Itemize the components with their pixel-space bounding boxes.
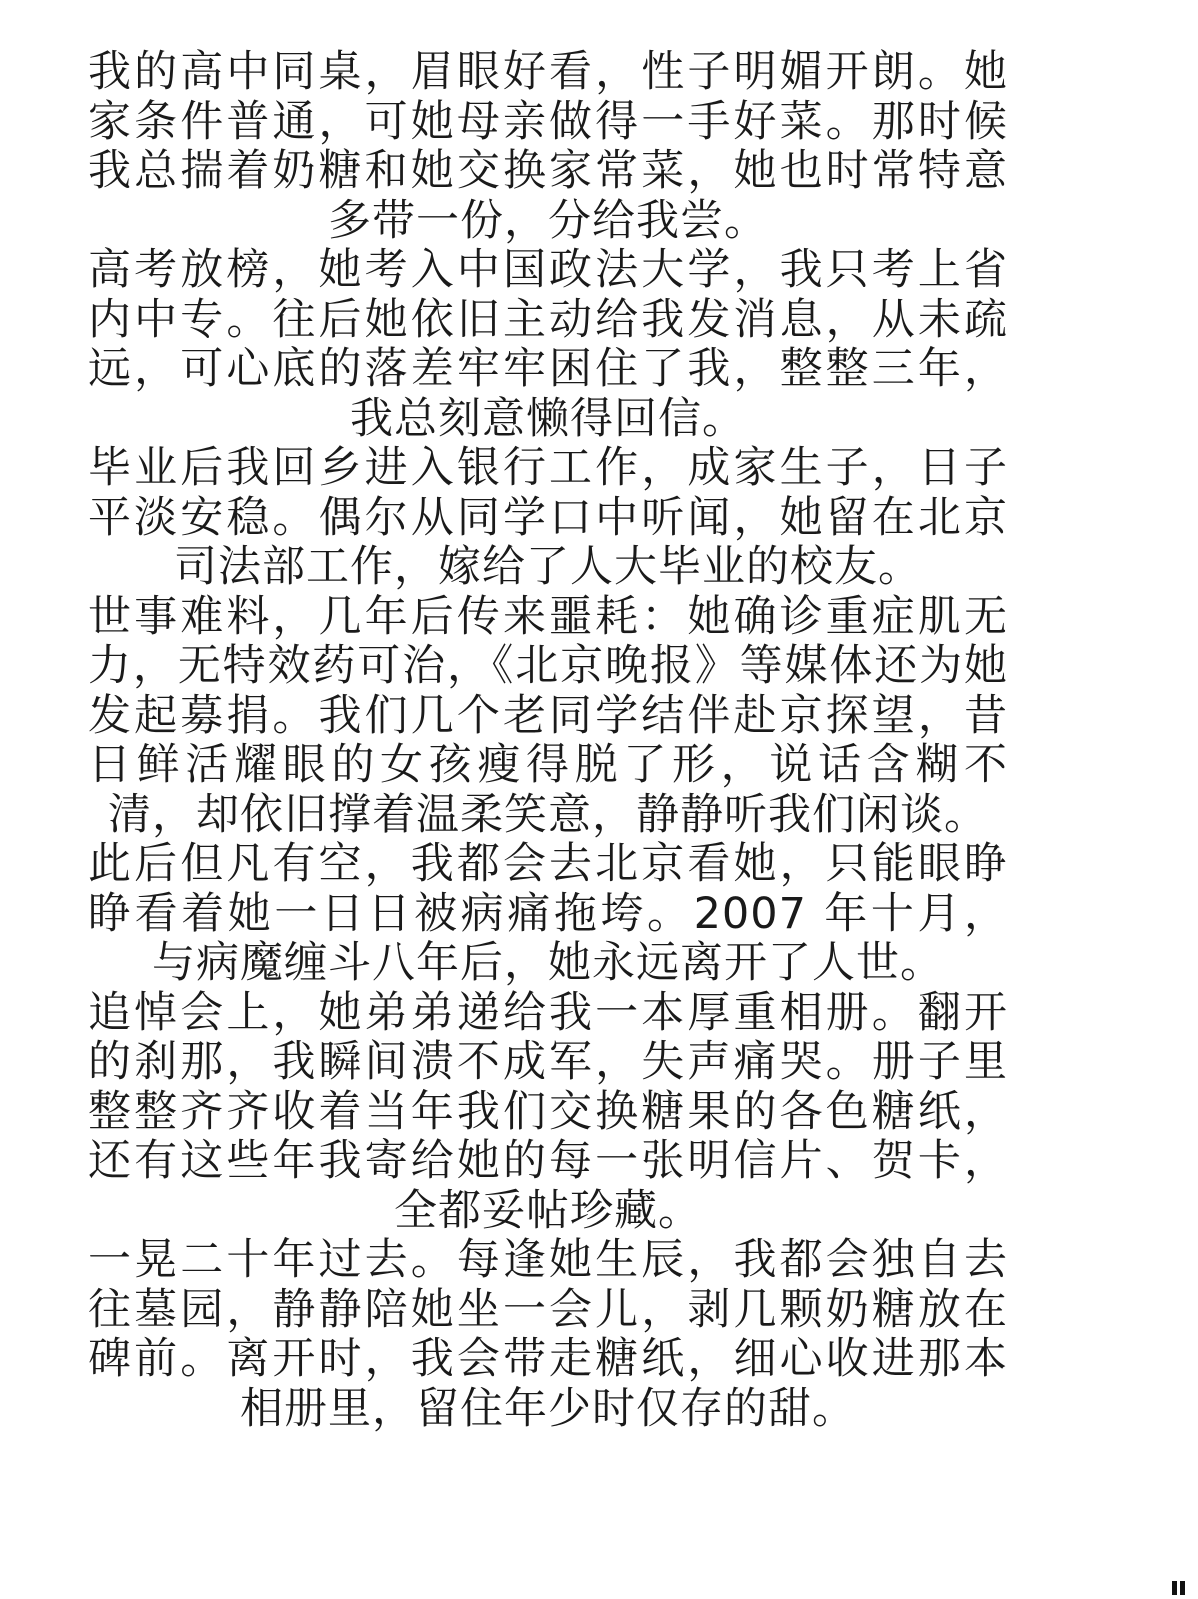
paragraph-2: 高考放榜，她考入中国政法大学，我只考上省内中专。往后她依旧主动给我发消息，从未疏远，可心底的落差牢牢困住了我，整整三年，我总刻意懒得回信。 [88,245,1008,444]
paragraph-4: 世事难料，几年后传来噩耗：她确诊重症肌无力，无特效药可治，《北京晚报》等媒体还为她发起募捐。我们几个老同学结伴赴京探望，昔日鲜活耀眼的女孩瘦得脱了形，说话含糊不清，却依旧撑着温柔笑意，静静听我们闲谈。 [88,591,1008,840]
paragraph-3: 毕业后我回乡进入银行工作，成家生子，日子平淡安稳。偶尔从同学口中听闻，她留在北京司法部工作，嫁给了人大毕业的校友。 [88,443,1008,592]
paragraph-1: 我的高中同桌，眉眼好看，性子明媚开朗。她家条件普通，可她母亲做得一手好菜。那时候我总揣着奶糖和她交换家常菜，她也时常特意多带一份，分给我尝。 [88,47,1008,246]
paragraph-7: 一晃二十年过去。每逢她生辰，我都会独自去往墓园，静静陪她坐一会儿，剥几颗奶糖放在碑前。离开时，我会带走糖纸，细心收进那本相册里，留住年少时仅存的甜。 [88,1235,1008,1434]
pause-icon [1172,1581,1194,1595]
paragraph-5: 此后但凡有空，我都会去北京看她，只能眼睁睁看着她一日日被病痛拖垮。2007 年十月，与病魔缠斗八年后，她永远离开了人世。 [88,839,1008,988]
article-body [88,48,1008,1434]
paragraph-6: 追悼会上，她弟弟递给我一本厚重相册。翻开的刹那，我瞬间溃不成军，失声痛哭。册子里整整齐齐收着当年我们交换糖果的各色糖纸，还有这些年我寄给她的每一张明信片、贺卡，全都妥帖珍藏。 [88,987,1008,1236]
